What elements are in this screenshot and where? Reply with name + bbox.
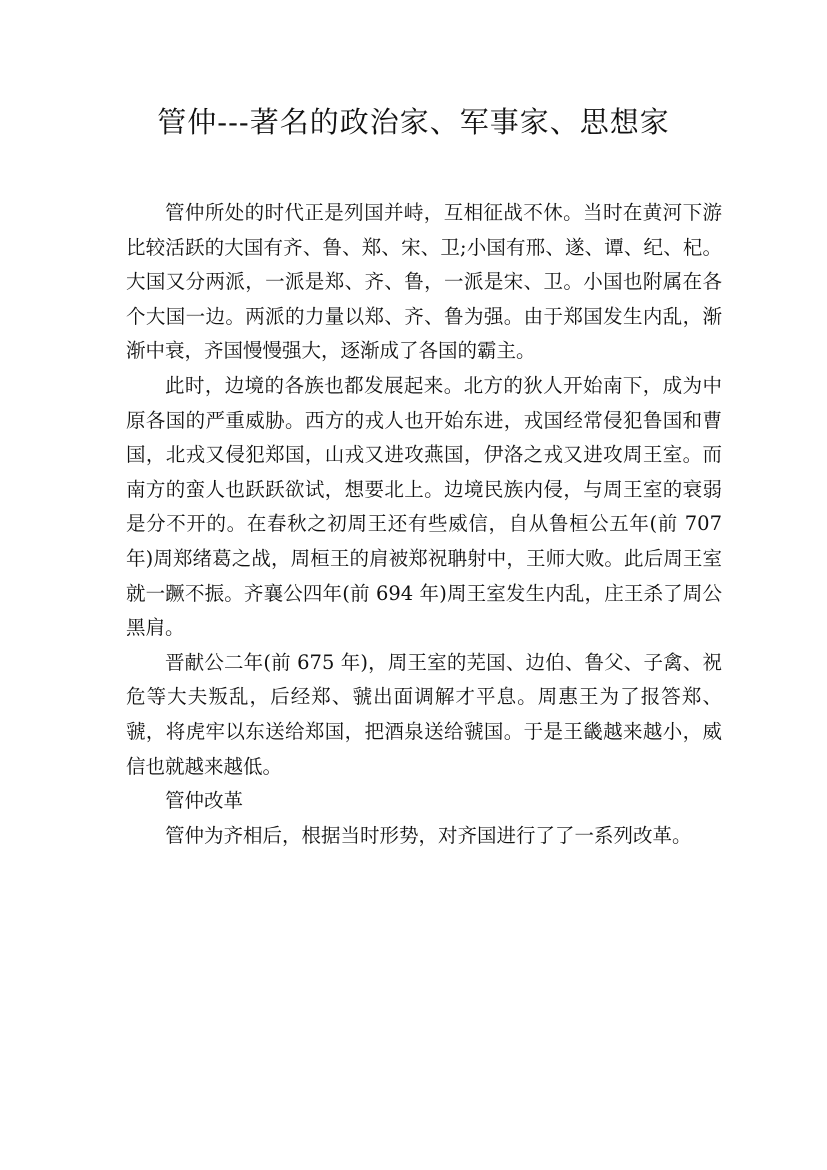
document-title: 管仲---著名的政治家、军事家、思想家 <box>157 105 670 139</box>
paragraph-border-tribes: 此时，边境的各族也都发展起来。北方的狄人开始南下，成为中原各国的严重威胁。西方的戎人也开始东进，戎国经常侵犯鲁国和曹国，北戎又侵犯郑国，山戎又进攻燕国，伊洛之戎又进攻周王室。而南方的蛮人也跃跃欲试，想要北上。边境民族内侵，与周王室的衰弱是分不开的。在春秋之初周王还有些威信，自从鲁桓公五年(前 707 年)周郑绪葛之战，周桓王的肩被郑祝聃射中，王师大败。此后周王室就一蹶不振。齐襄公四年(前 694 年)周王室发生内乱，庄王杀了周公黑肩。 <box>126 373 722 640</box>
paragraph-reform-intro: 管仲为齐相后，根据当时形势，对齐国进行了了一系列改革。 <box>165 823 692 847</box>
section-heading-reform: 管仲改革 <box>165 789 244 813</box>
paragraph-royal-decline: 晋献公二年(前 675 年)，周王室的芜国、边伯、鲁父、子禽、祝危等大夫叛乱，后经郑、虢出面调解才平息。周惠王为了报答郑、虢，将虎牢以东送给郑国，把酒泉送给虢国。于是王畿越来越小，威信也就越来越低。 <box>126 650 722 778</box>
document-body <box>126 196 722 853</box>
paragraph-era-background: 管仲所处的时代正是列国并峙，互相征战不休。当时在黄河下游比较活跃的大国有齐、鲁、郑、宋、卫;小国有邢、遂、谭、纪、杞。大国又分两派，一派是郑、齐、鲁，一派是宋、卫。小国也附属在各个大国一边。两派的力量以郑、齐、鲁为强。由于郑国发生内乱，渐渐中衰，齐国慢慢强大，逐渐成了各国的霸主。 <box>126 201 722 363</box>
